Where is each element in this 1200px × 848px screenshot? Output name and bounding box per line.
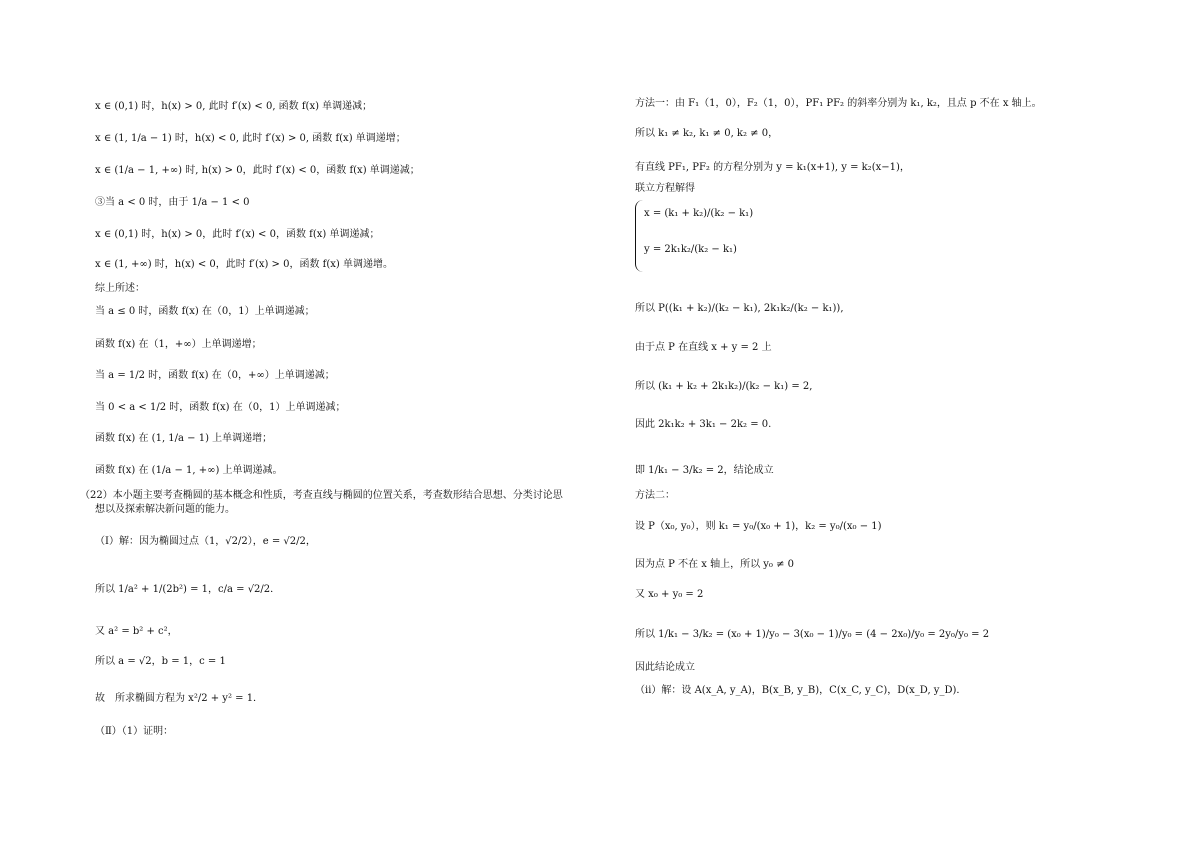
equation-system-brace xyxy=(635,200,754,272)
text-line: 所以 k₁ ≠ k₂, k₁ ≠ 0, k₂ ≠ 0， xyxy=(635,128,779,139)
text-line: 又 a² = b² + c²， xyxy=(95,626,178,637)
text-line: 有直线 PF₁, PF₂ 的方程分别为 y = k₁(x+1), y = k₂(x−1)， xyxy=(635,162,910,173)
equation-x: x = (k₁ + k₂)/(k₂ − k₁) xyxy=(644,208,754,219)
text-line: 当 a ≤ 0 时，函数 f(x) 在（0，1）上单调递减； xyxy=(95,306,315,317)
text-line: 由于点 P 在直线 x + y = 2 上 xyxy=(635,342,772,353)
text-line: x ∈ (0,1) 时，h(x) > 0，此时 f′(x) < 0，函数 f(x) 单调递减； xyxy=(95,229,380,240)
text-line: 当 0 < a < 1/2 时，函数 f(x) 在（0，1）上单调递减； xyxy=(95,402,346,413)
text-line: 想以及探索解决新问题的能力。 xyxy=(95,504,235,515)
text-line: 故 所求椭圆方程为 x²/2 + y² = 1． xyxy=(95,693,264,704)
text-line: 所以 a = √2，b = 1，c = 1 xyxy=(95,656,226,667)
text-line: 所以 1/k₁ − 3/k₂ = (x₀ + 1)/y₀ − 3(x₀ − 1)/y₀ = (4 − 2x₀)/y₀ = 2y₀/y₀ = 2 xyxy=(635,629,990,640)
text-line: 又 x₀ + y₀ = 2 xyxy=(635,589,704,600)
text-line: 设 P（x₀, y₀），则 k₁ = y₀/(x₀ + 1)，k₂ = y₀/(x₀ − 1) xyxy=(635,521,882,532)
text-line: 即 1/k₁ − 3/k₂ = 2，结论成立 xyxy=(635,465,774,476)
text-line: 方法二： xyxy=(635,490,675,501)
text-line: x ∈ (1/a − 1, +∞) 时, h(x) > 0，此时 f′(x) < 0，函数 f(x) 单调递减； xyxy=(95,165,420,176)
text-line: 函数 f(x) 在 (1/a − 1, +∞) 上单调递减。 xyxy=(95,465,283,476)
text-line: 所以 P((k₁ + k₂)/(k₂ − k₁), 2k₁k₂/(k₂ − k₁)), xyxy=(635,303,844,314)
text-line: 因为点 P 不在 x 轴上，所以 y₀ ≠ 0 xyxy=(635,559,795,570)
text-line: ③当 a < 0 时，由于 1/a − 1 < 0 xyxy=(95,197,250,208)
equation-y: y = 2k₁k₂/(k₂ − k₁) xyxy=(644,244,737,255)
text-line: 联立方程解得 xyxy=(635,183,695,194)
text-line: x ∈ (1, +∞) 时，h(x) < 0，此时 f′(x) > 0，函数 f(x) 单调递增。 xyxy=(95,259,393,270)
text-line: 方法一：由 F₁（1，0），F₂（1，0），PF₁ PF₂ 的斜率分别为 k₁, k₂，且点 p 不在 x 轴上。 xyxy=(635,98,1042,109)
text-line: 所以 1/a² + 1/(2b²) = 1，c/a = √2/2． xyxy=(95,584,281,595)
text-line: 因此 2k₁k₂ + 3k₁ − 2k₂ = 0. xyxy=(635,419,772,430)
text-line: x ∈ (0,1) 时，h(x) > 0, 此时 f′(x) < 0, 函数 f(x) 单调递减； xyxy=(95,101,373,112)
text-line: 当 a = 1/2 时，函数 f(x) 在（0，+∞）上单调递减； xyxy=(95,370,335,381)
text-line: 所以 (k₁ + k₂ + 2k₁k₂)/(k₂ − k₁) = 2, xyxy=(635,381,813,392)
text-line: x ∈ (1, 1/a − 1) 时，h(x) < 0, 此时 f′(x) > 0, 函数 f(x) 单调递增； xyxy=(95,133,406,144)
text-line: （ⅱ）解：设 A(x_A, y_A)，B(x_B, y_B)，C(x_C, y_C)，D(x_D, y_D)． xyxy=(635,685,967,696)
text-line: （Ⅱ）（1）证明： xyxy=(95,726,174,737)
text-line: 因此结论成立 xyxy=(635,662,695,673)
text-line: 函数 f(x) 在 (1, 1/a − 1) 上单调递增； xyxy=(95,433,273,444)
text-line: 函数 f(x) 在（1，+∞）上单调递增； xyxy=(95,339,262,350)
text-line: （Ⅰ）解：因为椭圆过点（1，√2/2），e = √2/2， xyxy=(95,536,316,547)
text-line: （22）本小题主要考查椭圆的基本概念和性质，考查直线与椭圆的位置关系，考查数形结合思想、分类讨论思 xyxy=(80,490,563,501)
text-line: 综上所述： xyxy=(95,283,145,294)
